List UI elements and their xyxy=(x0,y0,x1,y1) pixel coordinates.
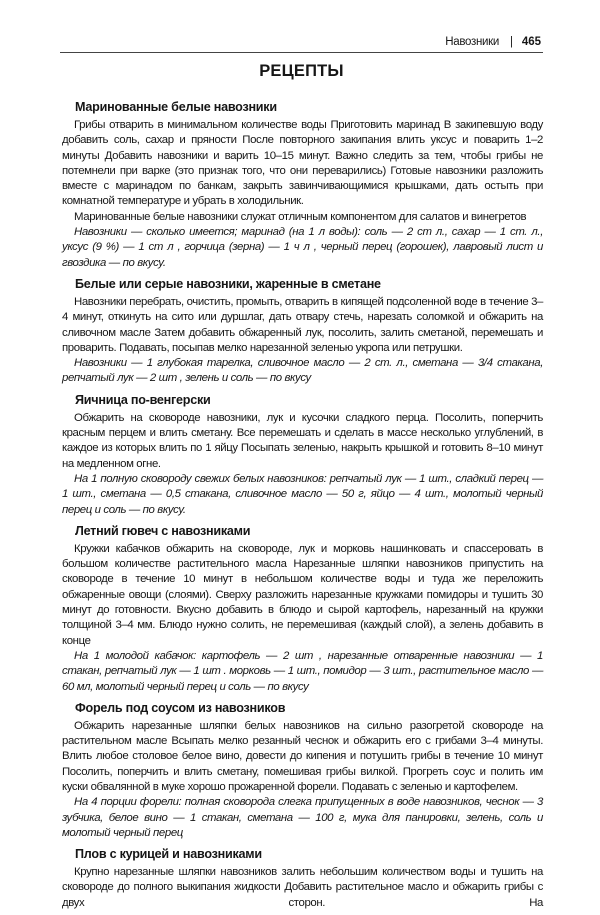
recipe-ingredients: На 1 полную сковороду свежих белых навозников: репчатый лук — 1 шт., сладкий перец — 1 шт., сметана — 0,5 стакана, сливочное масло — 50 г, яйцо — 4 шт., молотый черный перец и соль — по вкусу. xyxy=(62,472,543,516)
recipe-sour-cream xyxy=(62,277,543,387)
recipe-text: Кружки кабачков обжарить на сковороде, лук и морковь нашинковать и спассеровать в большом количестве растительного масла Нарезанные шляпки навозников припустить на сковороде в течение 10 минут в небольшом количестве воды и туда же переложить обжаренные овощи (слоями). Сверху разложить нарезанные кружками помидоры и тушить 30 минут до готовности. Вкусно добавить в блюдо и сырой картофель, нарезанный на кружки толщиной 3–4 мм. Блюдо нужно солить, не перемешивая (каждый слой), а зелень добавить в конце xyxy=(62,542,543,647)
recipe-title: Маринованные белые навозники xyxy=(75,100,277,114)
recipe-text: Обжарить на сковороде навозники, лук и кусочки сладкого перца. Посолить, поперчить красным перцем и влить сметану. Все перемешать и сделать в массе несколько углублений, в каждое из которых влить по 1 яйцу Посыпать зеленью, накрыть крышкой и готовить 8–10 минут на медленном огне. xyxy=(62,411,543,470)
running-header xyxy=(60,36,543,53)
recipe-ingredients: Навозники — 1 глубокая тарелка, сливочное масло — 2 ст. л., сметана — 3/4 стакана, репчатый лук — 2 шт , зелень и соль — по вкусу xyxy=(62,357,543,385)
recipe-text: Маринованные белые навозники служат отличным компонентом для салатов и винегретов xyxy=(74,210,527,223)
header-separator: | xyxy=(510,36,513,48)
recipe-marinated xyxy=(62,100,543,271)
recipe-pilaf xyxy=(62,847,543,911)
recipe-title: Форель под соусом из навозников xyxy=(75,700,286,715)
recipe-guvech xyxy=(62,524,543,695)
page-number: 465 xyxy=(521,36,541,48)
page-title: РЕЦЕПТЫ xyxy=(259,62,344,80)
recipe-text: Навозники перебрать, очистить, промыть, отварить в кипящей подсоленной воде в течение 3–4 минут, откинуть на сито или дуршлаг, дать отвару стечь, нарезать соломкой и обжарить на сливочном масле Затем добавить обжаренный лук, посолить, залить сметаной, перемешать и проварить. Подавать, посыпав мелко нарезанной зеленью укропа или петрушки. xyxy=(62,295,543,354)
recipe-ingredients: Навозники — сколько имеется; маринад (на 1 л воды): соль — 2 ст л., сахар — 1 ст. л., уксус (9 %) — 1 ст л , горчица (зерна) — 1 ч л , черный перец (горошек), лавровый лист и гвоздика — по вкусу. xyxy=(62,226,543,269)
recipe-ingredients: На 1 молодой кабачок: картофель — 2 шт , нарезанные отваренные навозники — 1 стакан, репчатый лук — 1 шт . морковь — 1 шт., помидор — 3 шт., растительное масло — 60 мл, молотый черный перец и соль — по вкусу xyxy=(62,649,543,693)
recipe-title: Плов с курицей и навозниками xyxy=(75,847,262,862)
recipe-text: Крупно нарезанные шляпки навозников залить небольшим количеством воды и тушить на сковороде до полного выкипания жидкости Добавить растительное масло и обжарить грибы с двух сторон. На xyxy=(62,866,543,909)
recipes-content xyxy=(62,94,543,915)
recipe-ingredients: На 4 порции форели: полная сковорода слегка припущенных в воде навозников, чеснок — 3 зубчика, белое вино — 1 стакан, сметана — 100 г, мука для панировки, зелень, соль и молотый черный перец xyxy=(62,796,543,839)
recipe-title: Белые или серые навозники, жаренные в сметане xyxy=(75,276,381,291)
recipe-title: Яичница по-венгерски xyxy=(75,392,211,407)
header-section-title: Навозники xyxy=(445,36,499,48)
recipe-text: Грибы отварить в минимальном количестве воды Приготовить маринад В закипевшую воду добавить соль, сахар и пряности После повторного закипания влить уксус и поварить 1–2 минуты Добавить навозники и варить 10–15 минут. Важно следить за тем, чтобы грибы не потемнели при варке (это признак того, что они переварились) Готовые навозники разложить вместе с маринадом по банкам, закрыть завинчивающимися крышками, дать остыть при комнатной температуре и убрать в холодильник. xyxy=(62,119,543,208)
recipe-trout xyxy=(62,701,543,841)
recipe-hungarian-eggs xyxy=(62,393,543,518)
recipe-title: Летний гювеч с навозниками xyxy=(75,523,251,538)
recipe-text: Обжарить нарезанные шляпки белых навозников на сильно разогретой сковороде на растительном масле Всыпать мелко резанный чеснок и обжарить его с грибами 3–4 минуты. Влить любое столовое белое вино, довести до кипения и потушить грибы в течение 10 минут Посолить, поперчить и влить сметану, помешивая грибы вилкой. Прогреть соус и полить им куски обвалянной в муке хорошо прожаренной форели. Подавать с зеленью и картофелем. xyxy=(62,719,543,793)
